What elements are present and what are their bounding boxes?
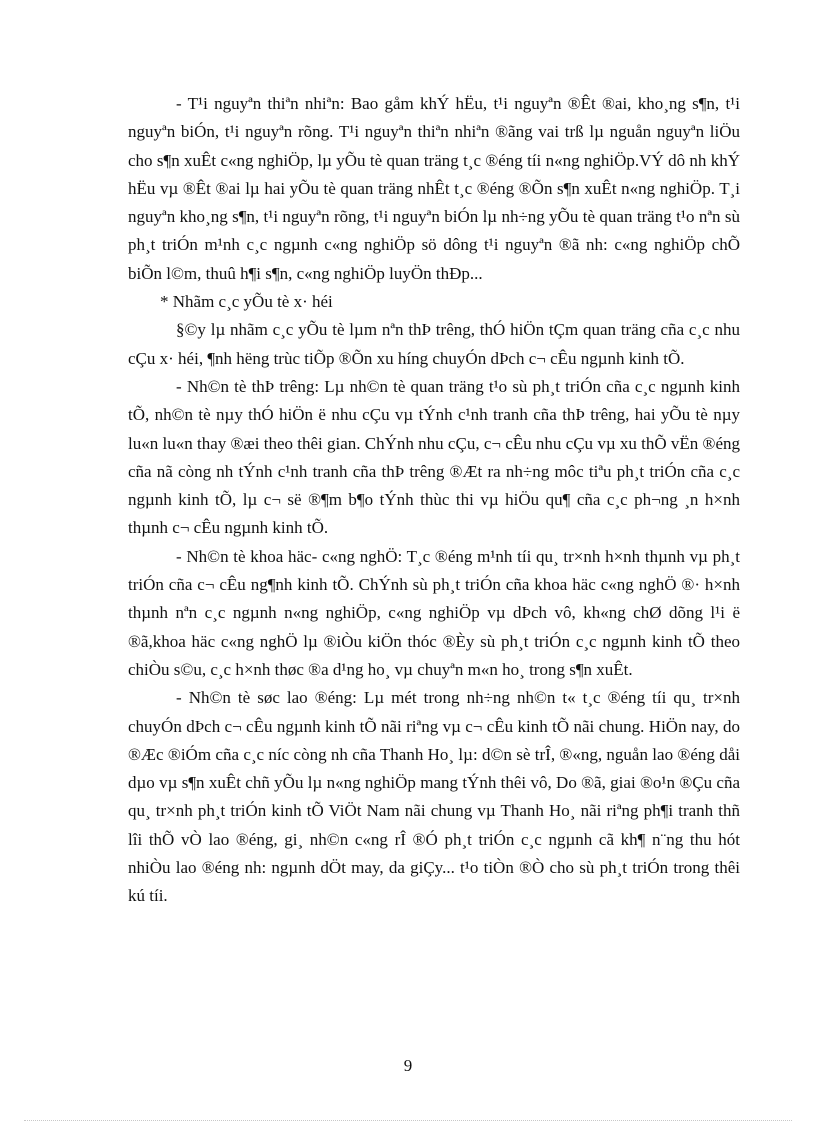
paragraph-natural-resources: - T¹i nguyªn thiªn nhiªn: Bao gåm khÝ hËu, t¹i nguyªn ®Êt ®ai, kho¸ng s¶n, t¹i nguyªn biÓn, t¹i nguyªn rõng. T¹i nguyªn thiªn nhiªn ®ãng vai trß lµ nguån nguyªn liÖu cho s¶n xuÊt c«ng nghiÖp, lµ yÕu tè quan träng t¸c ®éng tíi n«ng nghiÖp.VÝ dô nh khÝ hËu vµ ®Êt ®ai lµ hai yÕu tè quan träng nhÊt t¸c ®éng ®Õn s¶n xuÊt n«ng nghiÖp. T¸i nguyªn kho¸ng s¶n, t¹i nguyªn rõng, t¹i nguyªn biÓn lµ nh÷ng yÕu tè quan träng t¹o nªn sù ph¸t triÓn m¹nh c¸c ngµnh c«ng nghiÖp sö dông t¹i nguyªn ®ã nh: c«ng nghiÖp chÕ biÕn l©m, thuû h¶i s¶n, c«ng nghiÖp luyÖn thÐp... xyxy=(128,94,740,283)
paragraph-social-factors-intro: §©y lµ nhãm c¸c yÕu tè lµm nªn thÞ trêng, thÓ hiÖn tÇm quan träng cña c¸c nhu cÇu x· héi, ¶nh hëng trùc tiÕp ®Õn xu híng chuyÓn dÞch c¬ cÊu ngµnh kinh tÕ. xyxy=(128,320,740,368)
paragraph-market-factor: - Nh©n tè thÞ trêng: Lµ nh©n tè quan träng t¹o sù ph¸t triÓn cña c¸c ngµnh kinh tÕ, nh©n tè nµy thÓ hiÖn ë nhu cÇu vµ tÝnh c¹nh tranh cña thÞ trêng, hai yÕu tè nµy lu«n lu«n thay ®æi theo thêi gian. ChÝnh nhu cÇu, c¬ cÊu nhu cÇu vµ xu thÕ vËn ®éng cña nã còng nh tÝnh c¹nh tranh cña thÞ trêng ®Æt ra nh÷ng môc tiªu ph¸t triÓn cña c¸c ngµnh kinh tÕ, lµ c¬ së ®¶m b¶o tÝnh thùc thi vµ hiÖu qu¶ cña c¸c ph¬ng ¸n h×nh thµnh c¬ cÊu ngµnh kinh tÕ. xyxy=(128,376,740,538)
page-divider xyxy=(24,1120,792,1121)
paragraph-labor-factor: - Nh©n tè søc lao ®éng: Lµ mét trong nh÷ng nh©n t« t¸c ®éng tíi qu¸ tr×nh chuyÓn dÞch c¬ cÊu ngµnh kinh tÕ nãi riªng vµ c¬ cÊu kinh tÕ nãi chung. HiÖn nay, do ®Æc ®iÓm cña c¸c níc còng nh cña Thanh Ho¸ lµ: d©n sè trÎ, ®«ng, nguån lao ®éng dåi dµo vµ s¶n xuÊt chñ yÕu lµ n«ng nghiÖp mang tÝnh thêi vô, Do ®ã, giai ®o¹n ®Çu cña qu¸ tr×nh ph¸t triÓn kinh tÕ ViÖt Nam nãi chung vµ Thanh Ho¸ nãi riªng ph¶i tranh thñ lîi thÕ vÒ lao ®éng, gi¸ nh©n c«ng rÎ ®Ó ph¸t triÓn c¸c ngµnh cã kh¶ n¨ng thu hót nhiÒu lao ®éng nh: ngµnh dÖt may, da giÇy... t¹o tiÒn ®Ò cho sù ph¸t triÓn trong thêi kú tíi. xyxy=(128,688,740,906)
heading-social-factors: * Nhãm c¸c yÕu tè x· héi xyxy=(160,292,333,312)
page-number: 9 xyxy=(403,1056,413,1075)
page-body xyxy=(128,90,740,911)
paragraph-science-technology-factor: - Nh©n tè khoa häc- c«ng nghÖ: T¸c ®éng m¹nh tíi qu¸ tr×nh h×nh thµnh vµ ph¸t triÓn cña c¬ cÊu ng¶nh kinh tÕ. ChÝnh sù ph¸t triÓn cña khoa häc c«ng nghÖ ®· h×nh thµnh nªn c¸c ngµnh n«ng nghiÖp, c«ng nghiÖp vµ dÞch vô, kh«ng chØ dõng l¹i ë ®ã,khoa häc c«ng nghÖ lµ ®iÒu kiÖn thóc ®Èy sù ph¸t triÓn c¸c ngµnh kinh tÕ theo chiÒu s©u, c¸c h×nh thøc ®a d¹ng ho¸ vµ chuyªn m«n ho¸ trong s¶n xuÊt. xyxy=(128,546,740,679)
